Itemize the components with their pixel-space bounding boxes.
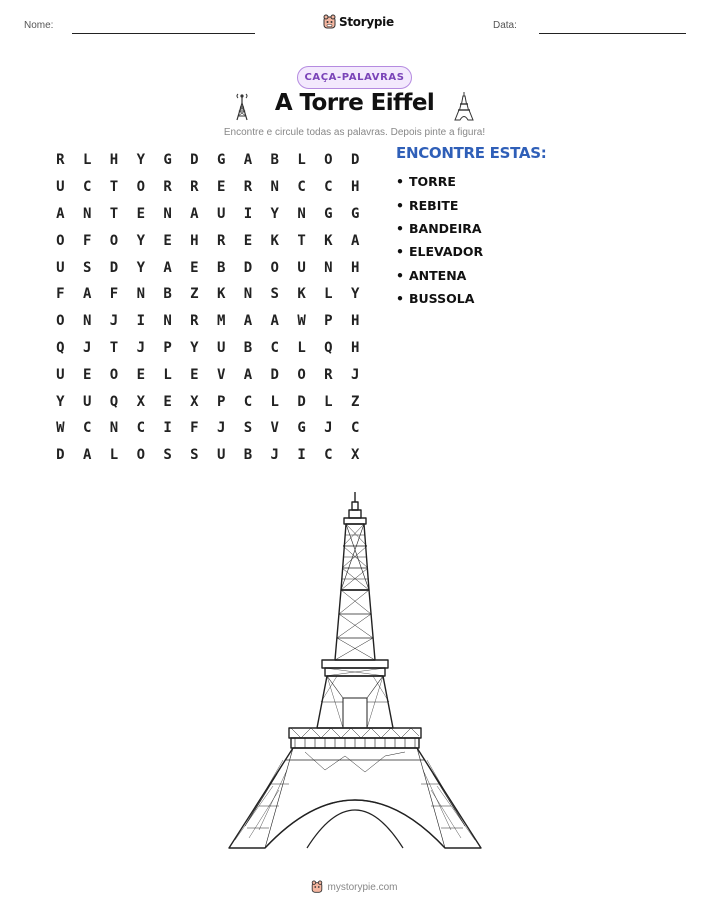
word-label: REBITE [409,197,459,213]
grid-cell[interactable]: F [82,232,92,249]
grid-cell[interactable]: L [109,447,119,464]
grid-cell[interactable]: J [109,313,119,330]
grid-cell[interactable]: A [82,447,92,464]
grid-cell[interactable]: Y [270,205,279,222]
bullet: • [396,244,404,260]
grid-cell[interactable]: U [216,205,226,222]
word-label: BANDEIRA [409,220,482,236]
grid-cell[interactable]: Y [190,339,199,356]
grid-cell[interactable]: A [163,259,172,276]
storypie-logo-icon [323,14,336,30]
grid-cell[interactable]: J [324,420,333,437]
grid-cell[interactable]: K [216,286,226,303]
grid-cell[interactable]: C [324,447,333,464]
grid-cell[interactable]: Q [324,339,333,356]
bullet: • [396,291,404,307]
name-line [72,33,255,34]
grid-cell[interactable]: L [163,366,172,383]
grid-cell[interactable]: R [163,179,172,196]
grid-cell[interactable]: Y [136,152,145,169]
grid-cell[interactable]: D [56,447,65,464]
grid-cell[interactable]: O [324,152,333,169]
grid-cell[interactable]: U [297,259,306,276]
grid-cell[interactable]: F [109,286,119,303]
instructions: Encontre e circule todas as palavras. Depois pinte a figura! [223,127,486,138]
grid-cell[interactable]: N [243,286,253,303]
grid-cell[interactable]: R [324,366,333,383]
grid-cell[interactable]: N [136,286,145,303]
grid-cell[interactable]: F [56,286,65,303]
grid-cell[interactable]: A [190,205,199,222]
grid-cell[interactable]: N [82,313,92,330]
grid-cell[interactable]: Q [56,339,65,356]
grid-cell[interactable]: O [109,366,119,383]
word-item [396,264,483,287]
page-title: A Torre Eiffel [274,90,435,116]
grid-cell[interactable]: N [324,259,333,276]
grid-cell[interactable]: S [190,447,199,464]
grid-cell[interactable]: H [350,179,360,196]
grid-cell[interactable]: B [163,286,172,303]
eiffel-tower-icon [453,91,475,121]
word-item [396,217,483,240]
grid-cell[interactable]: O [109,232,119,249]
grid-cell[interactable]: E [163,393,172,410]
grid-cell[interactable]: I [297,447,306,464]
grid-cell[interactable]: E [136,366,145,383]
grid-cell[interactable]: L [297,339,306,356]
grid-cell[interactable]: V [216,366,226,383]
grid-cell[interactable]: X [136,393,145,410]
grid-cell[interactable]: T [109,339,119,356]
bullet: • [396,267,404,283]
grid-cell[interactable]: L [324,393,333,410]
grid-cell[interactable]: A [82,286,92,303]
grid-cell[interactable]: X [350,447,360,464]
footer-url: mystorypie.com [327,881,398,893]
title-row [0,90,709,116]
grid-cell[interactable]: S [82,259,92,276]
grid-cell[interactable]: N [163,313,172,330]
grid-cell[interactable]: U [56,259,65,276]
grid-cell[interactable]: C [136,420,145,437]
grid-cell[interactable]: C [82,420,92,437]
grid-cell[interactable]: A [350,232,360,249]
brand-name: Storypie [339,15,394,29]
grid-cell[interactable]: E [136,205,145,222]
grid-cell[interactable]: C [270,339,279,356]
grid-cell[interactable]: C [82,179,92,196]
grid-cell[interactable]: N [163,205,172,222]
bullet: • [396,174,404,190]
grid-cell[interactable]: A [243,152,253,169]
grid-cell[interactable]: K [270,232,279,249]
grid-cell[interactable]: D [297,393,306,410]
grid-cell[interactable]: O [136,447,145,464]
grid-cell[interactable]: R [243,179,253,196]
grid-cell[interactable]: H [350,313,360,330]
grid-cell[interactable]: L [297,152,306,169]
grid-cell[interactable]: G [216,152,226,169]
grid-cell[interactable]: S [243,420,253,437]
grid-cell[interactable]: X [190,393,199,410]
grid-cell[interactable]: N [297,205,306,222]
grid-cell[interactable]: Y [136,259,145,276]
grid-cell[interactable]: A [56,205,65,222]
category-badge: CAÇA-PALAVRAS [297,66,412,89]
word-item [396,240,483,263]
grid-cell[interactable]: E [82,366,92,383]
grid-cell[interactable]: Y [136,232,145,249]
grid-cell[interactable]: C [243,393,253,410]
grid-cell[interactable]: J [216,420,226,437]
name-label: Nome: [24,20,54,31]
grid-cell[interactable]: Y [350,286,360,303]
grid-cell[interactable]: R [190,179,199,196]
grid-cell[interactable]: P [216,393,226,410]
date-line [539,33,686,34]
grid-cell[interactable]: D [190,152,199,169]
grid-cell[interactable]: G [350,205,360,222]
grid-cell[interactable]: Q [109,393,119,410]
grid-cell[interactable]: T [297,232,306,249]
grid-cell[interactable]: O [56,313,65,330]
grid-cell[interactable]: E [216,179,226,196]
storypie-logo-icon [311,880,323,894]
grid-cell[interactable]: M [216,313,226,330]
grid-cell[interactable]: Y [56,393,65,410]
grid-cell[interactable]: J [82,339,92,356]
grid-cell[interactable]: U [56,179,65,196]
grid-cell[interactable]: I [163,420,172,437]
grid-cell[interactable]: O [136,179,145,196]
grid-cell[interactable]: B [216,259,226,276]
grid-cell[interactable]: E [243,232,253,249]
grid-cell[interactable]: N [82,205,92,222]
bullet: • [396,197,404,213]
grid-cell[interactable]: T [109,179,119,196]
grid-cell[interactable]: B [270,152,279,169]
grid-cell[interactable]: S [270,286,279,303]
grid-cell[interactable]: H [350,339,360,356]
word-item [396,170,483,193]
grid-cell[interactable]: E [163,232,172,249]
grid-cell[interactable]: A [243,313,253,330]
word-search-grid[interactable] [47,147,369,469]
grid-cell[interactable]: H [350,259,360,276]
grid-cell[interactable]: V [270,420,279,437]
footer [0,880,709,894]
grid-cell[interactable]: D [270,366,279,383]
grid-cell[interactable]: P [324,313,333,330]
word-item [396,287,483,310]
grid-cell[interactable]: E [190,259,199,276]
grid-cell[interactable]: T [109,205,119,222]
grid-cell[interactable]: E [190,366,199,383]
grid-cell[interactable]: B [243,447,253,464]
grid-cell[interactable]: F [190,420,199,437]
grid-cell[interactable]: Z [350,393,360,410]
grid-cell[interactable]: C [297,179,306,196]
word-label: BUSSOLA [409,291,475,307]
grid-cell[interactable]: A [243,366,253,383]
grid-cell[interactable]: O [270,259,279,276]
word-item [396,193,483,216]
grid-cell[interactable]: U [56,366,65,383]
grid-cell[interactable]: G [163,152,172,169]
grid-cell[interactable]: S [163,447,172,464]
grid-cell[interactable]: Z [190,286,199,303]
grid-cell[interactable]: B [243,339,253,356]
bullet: • [396,220,404,236]
grid-cell[interactable]: W [56,420,65,437]
word-list-title: ENCONTRE ESTAS: [396,144,547,162]
grid-cell[interactable]: K [324,232,333,249]
grid-cell[interactable]: R [216,232,226,249]
grid-cell[interactable]: U [216,339,226,356]
grid-cell[interactable]: N [109,420,119,437]
word-label: ANTENA [409,267,467,283]
grid-cell[interactable]: L [82,152,92,169]
grid-cell[interactable]: C [324,179,333,196]
grid-cell[interactable]: D [109,259,119,276]
grid-cell[interactable]: O [297,366,306,383]
grid-cell[interactable]: I [243,205,253,222]
grid-cell[interactable]: O [56,232,65,249]
grid-cell[interactable]: K [297,286,306,303]
grid-cell[interactable]: A [270,313,279,330]
grid-cell[interactable]: U [82,393,92,410]
date-label: Data: [493,20,517,31]
grid-cell[interactable]: G [324,205,333,222]
grid-cell[interactable]: R [190,313,199,330]
grid-cell[interactable]: L [270,393,279,410]
grid-cell[interactable]: P [163,339,172,356]
word-label: ELEVADOR [409,244,484,260]
grid-cell[interactable]: D [350,152,360,169]
grid-cell[interactable]: I [136,313,145,330]
grid-cell[interactable]: W [297,313,306,330]
grid-cell[interactable]: J [350,366,360,383]
word-label: TORRE [409,174,456,190]
grid-cell[interactable]: H [190,232,199,249]
grid-cell[interactable]: G [297,420,306,437]
word-list [396,170,483,310]
grid-cell[interactable]: J [136,339,145,356]
grid-cell[interactable]: H [109,152,119,169]
grid-cell[interactable]: D [243,259,253,276]
grid-cell[interactable]: R [56,152,65,169]
grid-cell[interactable]: N [270,179,279,196]
grid-cell[interactable]: U [216,447,226,464]
grid-cell[interactable]: L [324,286,333,303]
grid-cell[interactable]: J [270,447,279,464]
grid-cell[interactable]: C [350,420,360,437]
brand [323,14,394,30]
eiffel-tower-illustration [225,490,485,852]
